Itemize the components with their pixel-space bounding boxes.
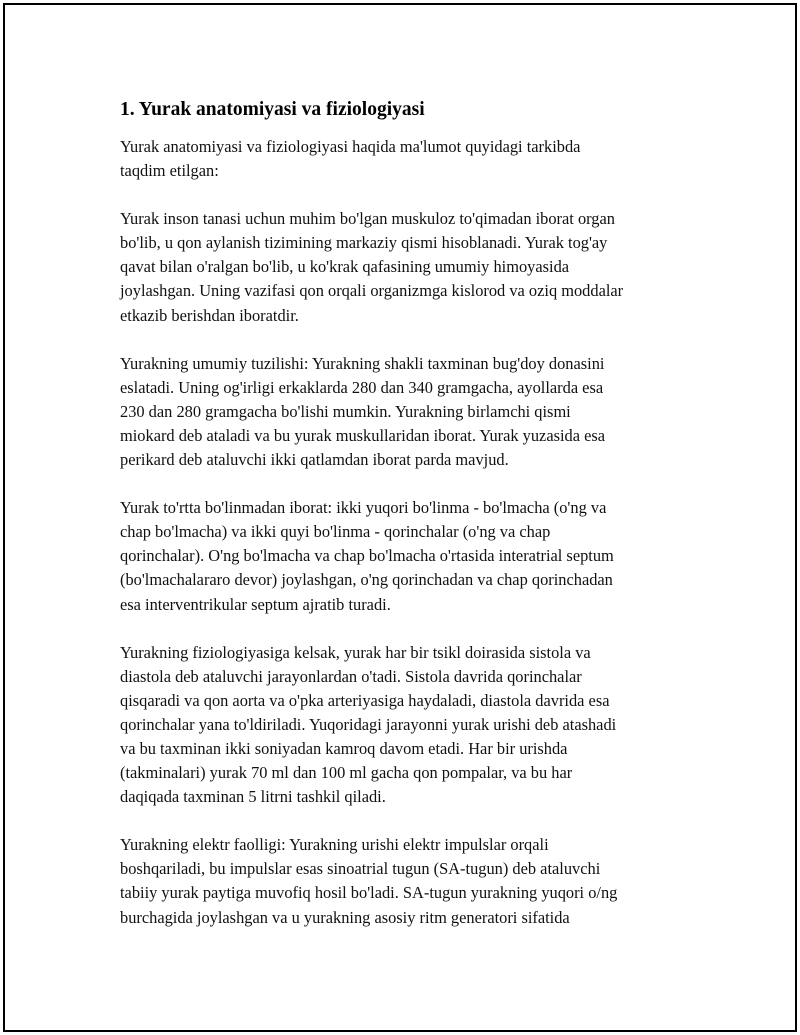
text-line: taqdim etilgan:	[120, 161, 219, 181]
paragraph-chambers	[120, 496, 700, 616]
text-line: tabiiy yurak paytiga muvofiq hosil bo'ladi. SA-tugun yurakning yuqori o/ng	[120, 883, 618, 903]
paragraph-electrical-activity	[120, 833, 700, 929]
text-line: eslatadi. Uning og'irligi erkaklarda 280 dan 340 gramgacha, ayollarda esa	[120, 377, 604, 397]
text-line: qavat bilan o'ralgan bo'lib, u ko'krak qafasining umumiy himoyasida	[120, 257, 570, 277]
text-line: esa interventrikular septum ajratib turadi.	[120, 594, 391, 614]
text-line: Yurak inson tanasi uchun muhim bo'lgan muskuloz to'qimadan iborat organ	[120, 209, 615, 229]
text-line: etkazib berishdan iboratdir.	[120, 305, 299, 325]
text-line: Yurak anatomiyasi va fiziologiyasi haqida ma'lumot quyidagi tarkibda	[120, 137, 581, 156]
text-line: diastola deb ataluvchi jarayonlardan o'tadi. Sistola davrida qorinchalar	[120, 666, 582, 686]
paragraph-overview	[120, 207, 700, 327]
text-line: joylashgan. Uning vazifasi qon orqali organizmga kislorod va oziq moddalar	[120, 281, 624, 301]
text-line: (bo'lmachalararo devor) joylashgan, o'ng qorinchadan va chap qorinchadan	[120, 570, 613, 590]
text-line: Yurakning umumiy tuzilishi: Yurakning shakli taxminan bug'doy donasini	[120, 353, 605, 373]
text-line: daqiqada taxminan 5 litrni tashkil qiladi.	[120, 787, 386, 807]
document-title: 1. Yurak anatomiyasi va fiziologiyasi	[120, 99, 425, 120]
text-line: (takminalari) yurak 70 ml dan 100 ml gacha qon pompalar, va bu har	[120, 763, 573, 783]
document-body	[120, 96, 700, 954]
text-line: qisqaradi va qon aorta va o'pka arteriyasiga haydaladi, diastola davrida esa	[120, 690, 610, 710]
text-line: chap bo'lmacha) va ikki quyi bo'linma - qorinchalar (o'ng va chap	[120, 522, 551, 542]
text-line: perikard deb ataluvchi ikki qatlamdan iborat parda mavjud.	[120, 450, 509, 470]
text-line: bo'lib, u qon aylanish tizimining markaziy qismi hisoblanadi. Yurak tog'ay	[120, 233, 608, 253]
paragraph-physiology	[120, 641, 700, 810]
paragraph-intro	[120, 135, 700, 183]
text-line: miokard deb ataladi va bu yurak muskullaridan iborat. Yurak yuzasida esa	[120, 425, 606, 445]
text-line: Yurakning elektr faolligi: Yurakning urishi elektr impulslar orqali	[120, 835, 549, 855]
text-line: boshqariladi, bu impulslar esas sinoatrial tugun (SA-tugun) deb ataluvchi	[120, 859, 601, 879]
text-line: va bu taxminan ikki soniyadan kamroq davom etadi. Har bir urishda	[120, 738, 568, 758]
text-line: qorinchalar). O'ng bo'lmacha va chap bo'lmacha o'rtasida interatrial septum	[120, 546, 614, 566]
paragraph-structure	[120, 352, 700, 472]
text-line: qorinchalar yana to'ldiriladi. Yuqoridagi jarayonni yurak urishi deb atashadi	[120, 714, 617, 734]
text-line: Yurakning fiziologiyasiga kelsak, yurak har bir tsikl doirasida sistola va	[120, 642, 591, 662]
text-line: 230 dan 280 gramgacha bo'lishi mumkin. Yurakning birlamchi qismi	[120, 401, 571, 421]
page-frame	[3, 3, 797, 1032]
text-line: Yurak to'rtta bo'linmadan iborat: ikki yuqori bo'linma - bo'lmacha (o'ng va	[120, 498, 607, 518]
text-line: burchagida joylashgan va u yurakning asosiy ritm generatori sifatida	[120, 907, 570, 927]
